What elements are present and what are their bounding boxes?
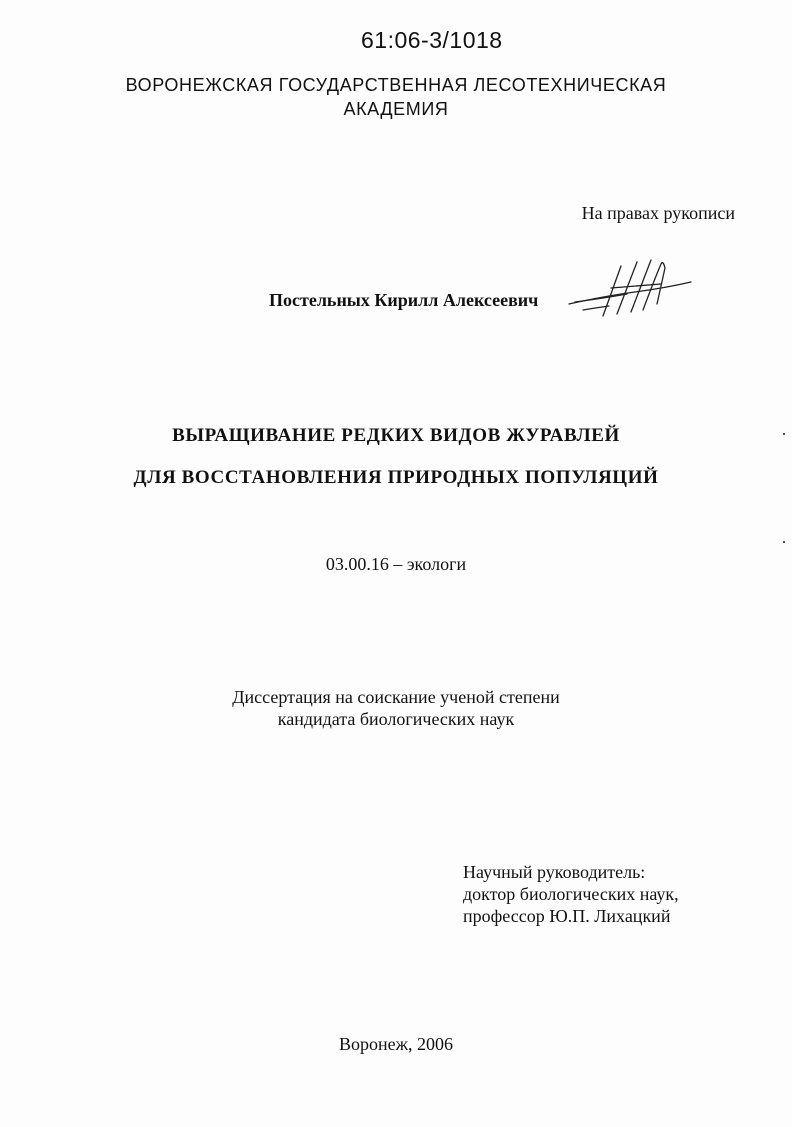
archive-code: 61:06-3/1018 bbox=[361, 27, 503, 53]
dissertation-title-line-1: ВЫРАЩИВАНИЕ РЕДКИХ ВИДОВ ЖУРАВЛЕЙ bbox=[172, 425, 620, 446]
supervisor-block bbox=[463, 861, 679, 927]
degree-statement bbox=[0, 686, 792, 730]
institution-line-2: АКАДЕМИЯ bbox=[343, 99, 449, 119]
city-year: Воронеж, 2006 bbox=[338, 1034, 454, 1054]
degree-line-2: кандидата биологических наук bbox=[277, 709, 515, 729]
scan-speck bbox=[783, 541, 785, 543]
author-signature bbox=[565, 258, 695, 320]
degree-line-1: Диссертация на соискание ученой степени bbox=[232, 687, 560, 707]
institution-name bbox=[0, 73, 792, 121]
specialty-code: 03.00.16 – экологи bbox=[325, 554, 467, 574]
author-name: Постельных Кирилл Алексеевич bbox=[269, 290, 539, 310]
supervisor-degree: доктор биологических наук, bbox=[463, 884, 679, 904]
manuscript-note: На правах рукописи bbox=[581, 203, 735, 223]
dissertation-title-line-2: ДЛЯ ВОССТАНОВЛЕНИЯ ПРИРОДНЫХ ПОПУЛЯЦИЙ bbox=[133, 467, 659, 488]
supervisor-label: Научный руководитель: bbox=[463, 862, 646, 882]
supervisor-name: профессор Ю.П. Лихацкий bbox=[463, 906, 671, 926]
institution-line-1: ВОРОНЕЖСКАЯ ГОСУДАРСТВЕННАЯ ЛЕСОТЕХНИЧЕСКАЯ bbox=[125, 75, 667, 95]
scan-speck bbox=[783, 433, 785, 435]
